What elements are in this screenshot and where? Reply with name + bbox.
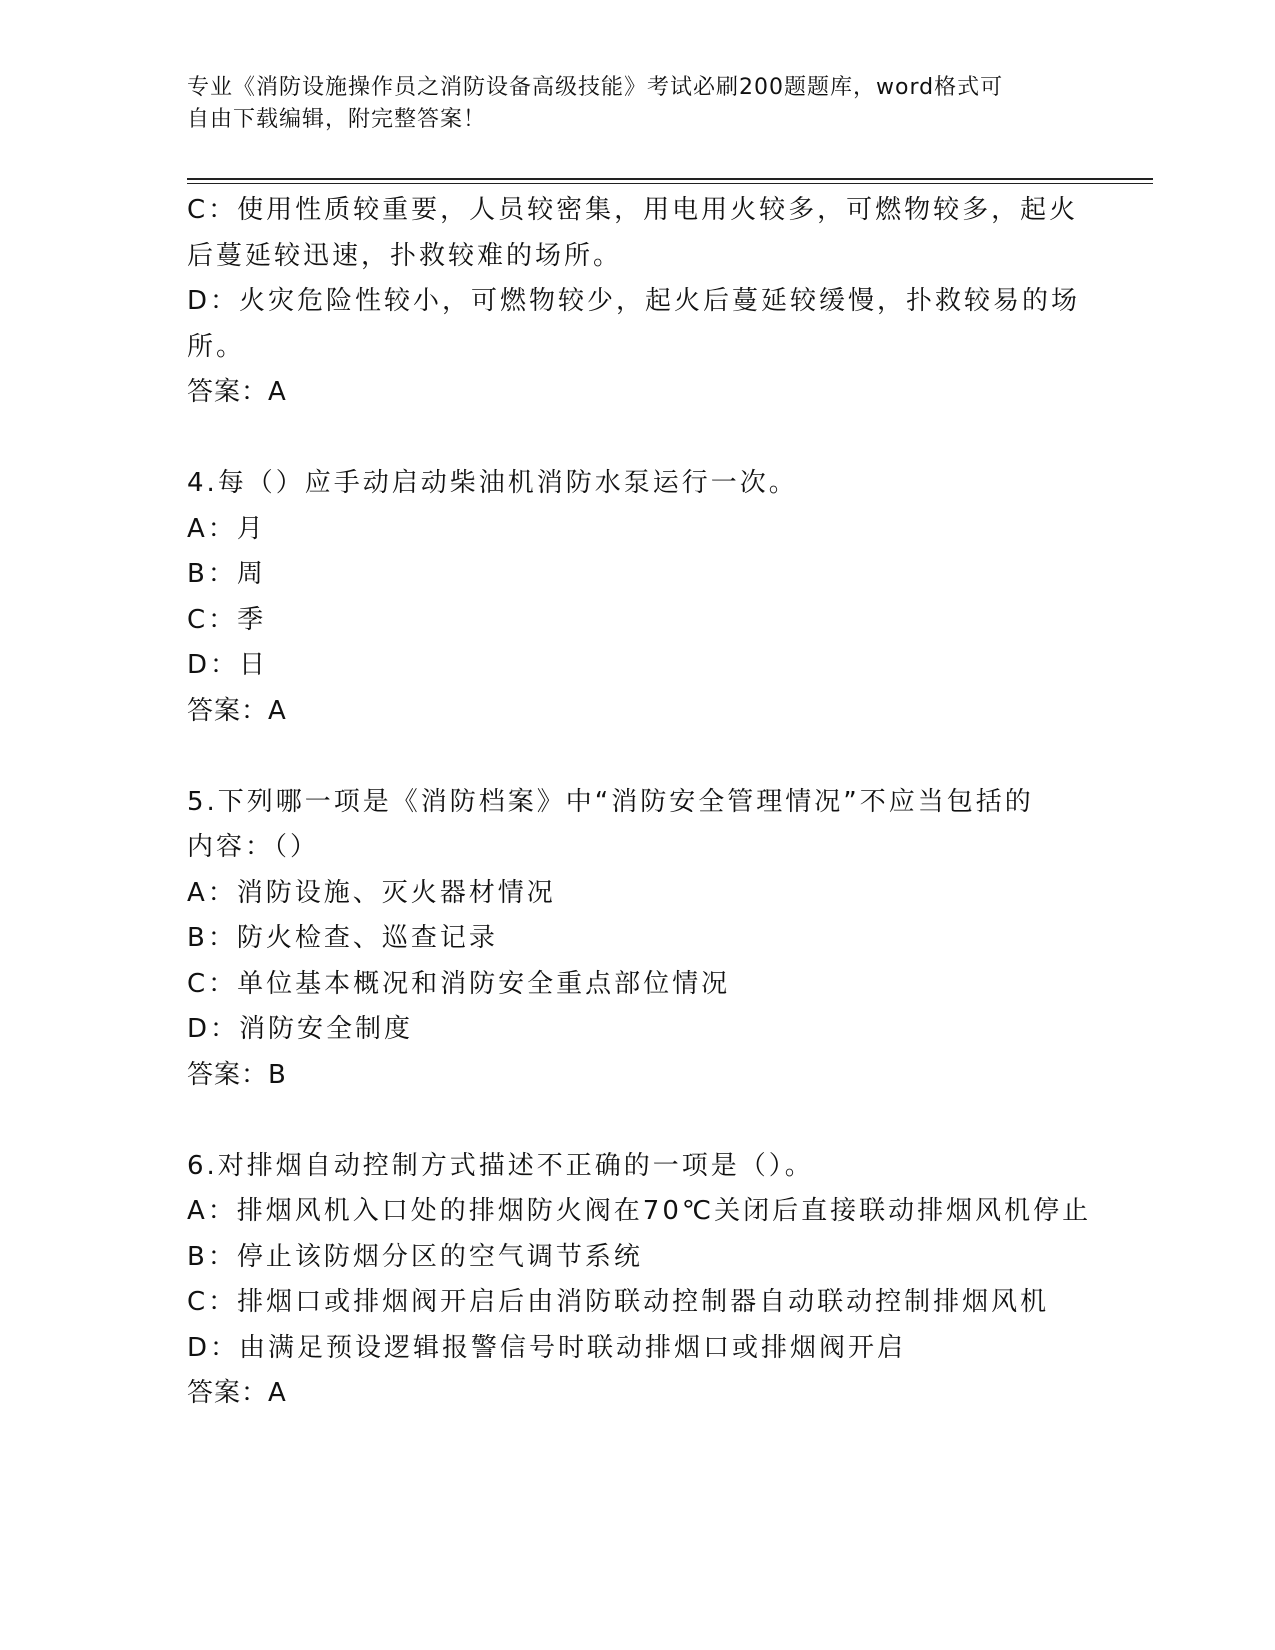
spacer xyxy=(187,416,1087,462)
spacer xyxy=(187,1098,1087,1144)
answer-line: 答案：A xyxy=(187,1378,287,1408)
answer-line: 答案：A xyxy=(187,377,287,407)
question-6 xyxy=(187,1144,1092,1417)
option-d: D：消防安全制度 xyxy=(187,1014,414,1044)
question-3-tail xyxy=(187,188,1087,416)
option-b: B：停止该防烟分区的空气调节系统 xyxy=(187,1241,643,1272)
option-a: A：排烟风机入口处的排烟防火阀在70℃关闭后直接联动排烟风机停止 xyxy=(187,1196,1092,1226)
spacer xyxy=(187,734,1087,780)
option-b: B：周 xyxy=(187,559,266,589)
option-d: D：由满足预设逻辑报警信号时联动排烟口或排烟阀开启 xyxy=(187,1332,907,1363)
question-stem: 4.每（）应手动启动柴油机消防水泵运行一次。 xyxy=(187,468,798,498)
option-c: C：单位基本概况和消防安全重点部位情况 xyxy=(187,968,731,999)
header-rule-thick xyxy=(187,178,1153,180)
option-a: A：月 xyxy=(187,513,266,544)
answer-line: 答案：A xyxy=(187,695,287,726)
question-stem: 5.下列哪一项是《消防档案》中“消防安全管理情况”不应当包括的 xyxy=(187,786,1034,817)
question-list xyxy=(187,188,1092,1417)
document-header xyxy=(187,72,1067,136)
option-b: B：防火检查、巡查记录 xyxy=(187,923,498,953)
question-stem: 内容：（） xyxy=(187,832,320,862)
header-line-2: 自由下载编辑，附完整答案！ xyxy=(187,107,487,132)
option-d: D：日 xyxy=(187,650,269,680)
option-c-line: C：使用性质较重要，人员较密集，用电用火较多，可燃物较多，起火 xyxy=(187,195,1079,225)
header-rule-thin xyxy=(187,183,1153,184)
question-stem: 6.对排烟自动控制方式描述不正确的一项是（）。 xyxy=(187,1150,814,1181)
header-line-1: 专业《消防设施操作员之消防设备高级技能》考试必刷200题题库，word格式可 xyxy=(187,75,1004,100)
answer-line: 答案：B xyxy=(187,1059,287,1090)
option-c-line: 后蔓延较迅速，扑救较难的场所。 xyxy=(187,240,623,271)
option-a: A：消防设施、灭火器材情况 xyxy=(187,877,556,908)
option-d-line: D：火灾危险性较小，可燃物较少，起火后蔓延较缓慢，扑救较易的场 xyxy=(187,286,1081,316)
question-5 xyxy=(187,780,1087,1099)
question-4 xyxy=(187,461,1087,734)
option-c: C：排烟口或排烟阀开启后由消防联动控制器自动联动控制排烟风机 xyxy=(187,1287,1050,1317)
option-d-line: 所。 xyxy=(187,331,246,362)
option-c: C：季 xyxy=(187,604,267,635)
